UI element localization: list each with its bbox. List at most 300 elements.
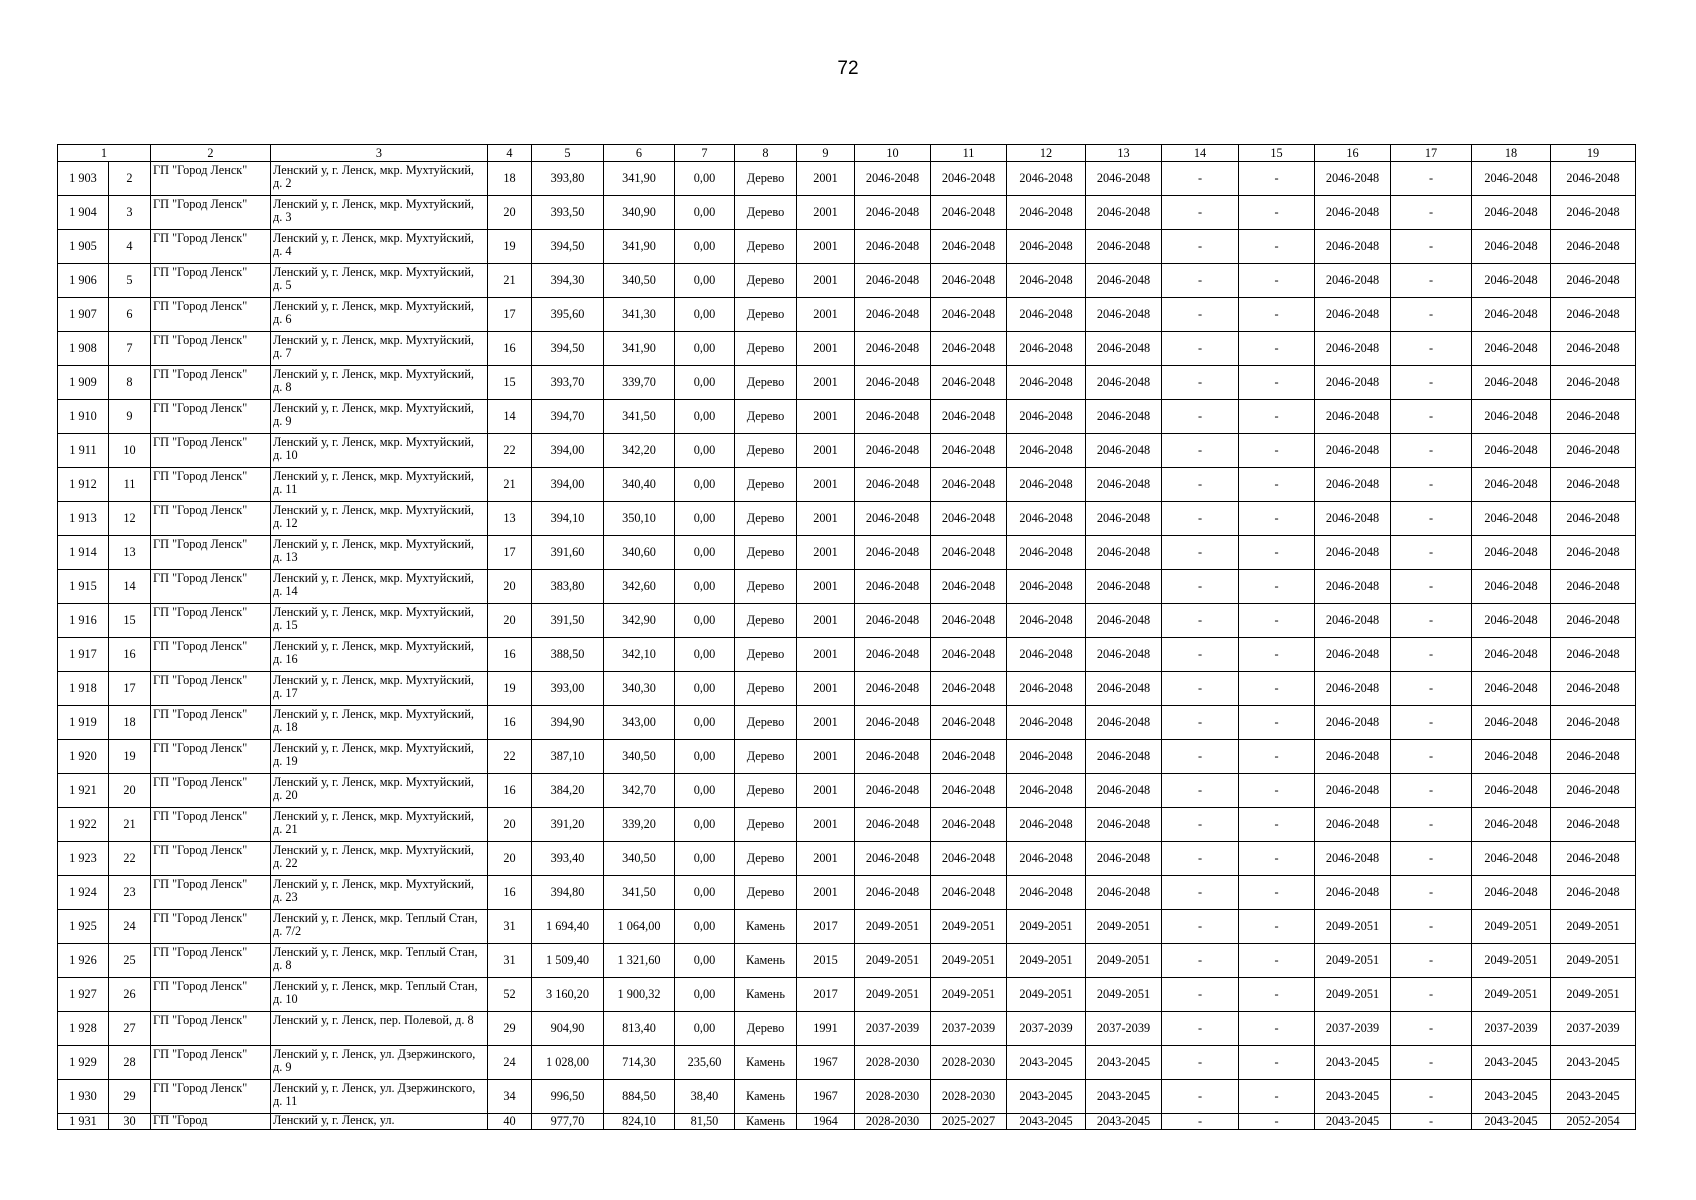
residents-count: 31 bbox=[488, 910, 532, 944]
construction-year: 2001 bbox=[797, 672, 855, 706]
owner-cell: ГП "Город Ленск" bbox=[151, 638, 271, 672]
wall-material: Дерево bbox=[735, 162, 797, 196]
column-header: 14 bbox=[1162, 145, 1239, 162]
record-number: 1 918 bbox=[58, 672, 109, 706]
period-cell: - bbox=[1162, 1012, 1239, 1046]
address-cell: Ленский у, г. Ленск, мкр. Теплый Стан, д. 10 bbox=[271, 978, 488, 1012]
column-header: 5 bbox=[532, 145, 604, 162]
period-cell: 2046-2048 bbox=[1315, 740, 1391, 774]
period-cell: 2046-2048 bbox=[1007, 842, 1086, 876]
living-area: 342,10 bbox=[604, 638, 675, 672]
period-cell: - bbox=[1162, 944, 1239, 978]
table-row bbox=[58, 332, 1636, 366]
owner-cell: ГП "Город Ленск" bbox=[151, 570, 271, 604]
residents-count: 16 bbox=[488, 876, 532, 910]
period-cell: 2037-2039 bbox=[1551, 1012, 1636, 1046]
owner-cell: ГП "Город Ленск" bbox=[151, 196, 271, 230]
period-cell: 2046-2048 bbox=[1315, 230, 1391, 264]
period-cell: - bbox=[1391, 298, 1472, 332]
period-cell: 2046-2048 bbox=[931, 638, 1007, 672]
period-cell: 2046-2048 bbox=[1315, 332, 1391, 366]
owner-cell: ГП "Город Ленск" bbox=[151, 910, 271, 944]
period-cell: 2049-2051 bbox=[1007, 978, 1086, 1012]
nonresidential-area: 0,00 bbox=[675, 944, 735, 978]
column-header: 10 bbox=[855, 145, 931, 162]
period-cell: 2043-2045 bbox=[1007, 1114, 1086, 1130]
period-cell: - bbox=[1239, 570, 1315, 604]
total-area: 393,80 bbox=[532, 162, 604, 196]
address-cell: Ленский у, г. Ленск, мкр. Мухтуйский, д. 13 bbox=[271, 536, 488, 570]
period-cell: 2046-2048 bbox=[855, 774, 931, 808]
total-area: 384,20 bbox=[532, 774, 604, 808]
period-cell: - bbox=[1162, 230, 1239, 264]
column-header: 6 bbox=[604, 145, 675, 162]
sequence-number: 23 bbox=[109, 876, 151, 910]
period-cell: 2046-2048 bbox=[855, 230, 931, 264]
living-area: 714,30 bbox=[604, 1046, 675, 1080]
residents-count: 31 bbox=[488, 944, 532, 978]
total-area: 387,10 bbox=[532, 740, 604, 774]
period-cell: 2046-2048 bbox=[931, 774, 1007, 808]
period-cell: 2046-2048 bbox=[931, 264, 1007, 298]
record-number: 1 906 bbox=[58, 264, 109, 298]
period-cell: 2046-2048 bbox=[855, 842, 931, 876]
living-area: 884,50 bbox=[604, 1080, 675, 1114]
record-number: 1 915 bbox=[58, 570, 109, 604]
construction-year: 2001 bbox=[797, 366, 855, 400]
column-header: 15 bbox=[1239, 145, 1315, 162]
period-cell: 2049-2051 bbox=[1007, 944, 1086, 978]
nonresidential-area: 81,50 bbox=[675, 1114, 735, 1130]
residents-count: 17 bbox=[488, 298, 532, 332]
wall-material: Дерево bbox=[735, 434, 797, 468]
period-cell: - bbox=[1162, 706, 1239, 740]
period-cell: - bbox=[1391, 502, 1472, 536]
wall-material: Камень bbox=[735, 978, 797, 1012]
period-cell: - bbox=[1239, 808, 1315, 842]
period-cell: 2046-2048 bbox=[1086, 570, 1162, 604]
period-cell: - bbox=[1239, 706, 1315, 740]
sequence-number: 12 bbox=[109, 502, 151, 536]
living-area: 1 321,60 bbox=[604, 944, 675, 978]
period-cell: 2046-2048 bbox=[1086, 332, 1162, 366]
nonresidential-area: 0,00 bbox=[675, 298, 735, 332]
construction-year: 2001 bbox=[797, 876, 855, 910]
period-cell: 2052-2054 bbox=[1551, 1114, 1636, 1130]
table-row bbox=[58, 876, 1636, 910]
owner-cell: ГП "Город Ленск" bbox=[151, 774, 271, 808]
record-number: 1 926 bbox=[58, 944, 109, 978]
record-number: 1 925 bbox=[58, 910, 109, 944]
construction-year: 2001 bbox=[797, 740, 855, 774]
record-number: 1 903 bbox=[58, 162, 109, 196]
nonresidential-area: 38,40 bbox=[675, 1080, 735, 1114]
period-cell: 2049-2051 bbox=[855, 910, 931, 944]
period-cell: 2037-2039 bbox=[1007, 1012, 1086, 1046]
construction-year: 2001 bbox=[797, 604, 855, 638]
period-cell: 2043-2045 bbox=[1472, 1114, 1551, 1130]
construction-year: 1991 bbox=[797, 1012, 855, 1046]
period-cell: - bbox=[1391, 264, 1472, 298]
period-cell: 2046-2048 bbox=[855, 332, 931, 366]
period-cell: 2046-2048 bbox=[931, 366, 1007, 400]
construction-year: 2001 bbox=[797, 298, 855, 332]
period-cell: 2046-2048 bbox=[931, 604, 1007, 638]
period-cell: 2046-2048 bbox=[931, 740, 1007, 774]
period-cell: - bbox=[1391, 842, 1472, 876]
period-cell: - bbox=[1239, 774, 1315, 808]
period-cell: 2046-2048 bbox=[1086, 434, 1162, 468]
period-cell: 2046-2048 bbox=[1007, 536, 1086, 570]
total-area: 388,50 bbox=[532, 638, 604, 672]
table-row bbox=[58, 366, 1636, 400]
total-area: 391,50 bbox=[532, 604, 604, 638]
period-cell: - bbox=[1391, 944, 1472, 978]
residents-count: 40 bbox=[488, 1114, 532, 1130]
period-cell: - bbox=[1391, 536, 1472, 570]
period-cell: 2043-2045 bbox=[1086, 1046, 1162, 1080]
living-area: 339,20 bbox=[604, 808, 675, 842]
period-cell: 2043-2045 bbox=[1472, 1046, 1551, 1080]
record-number: 1 908 bbox=[58, 332, 109, 366]
period-cell: 2046-2048 bbox=[931, 298, 1007, 332]
nonresidential-area: 0,00 bbox=[675, 910, 735, 944]
owner-cell: ГП "Город Ленск" bbox=[151, 876, 271, 910]
period-cell: 2046-2048 bbox=[1472, 706, 1551, 740]
period-cell: - bbox=[1391, 332, 1472, 366]
period-cell: - bbox=[1162, 978, 1239, 1012]
wall-material: Дерево bbox=[735, 740, 797, 774]
owner-cell: ГП "Город Ленск" bbox=[151, 808, 271, 842]
construction-year: 1964 bbox=[797, 1114, 855, 1130]
sequence-number: 26 bbox=[109, 978, 151, 1012]
owner-cell: ГП "Город Ленск" bbox=[151, 1012, 271, 1046]
period-cell: 2046-2048 bbox=[1007, 434, 1086, 468]
period-cell: 2046-2048 bbox=[1007, 332, 1086, 366]
total-area: 391,60 bbox=[532, 536, 604, 570]
sequence-number: 20 bbox=[109, 774, 151, 808]
period-cell: - bbox=[1391, 1012, 1472, 1046]
address-cell: Ленский у, г. Ленск, ул. bbox=[271, 1114, 488, 1130]
period-cell: 2049-2051 bbox=[1086, 944, 1162, 978]
period-cell: 2046-2048 bbox=[931, 400, 1007, 434]
total-area: 394,90 bbox=[532, 706, 604, 740]
period-cell: 2046-2048 bbox=[1472, 298, 1551, 332]
period-cell: 2046-2048 bbox=[855, 604, 931, 638]
column-number-row bbox=[58, 145, 1636, 162]
period-cell: - bbox=[1391, 468, 1472, 502]
period-cell: 2046-2048 bbox=[931, 468, 1007, 502]
column-header: 11 bbox=[931, 145, 1007, 162]
record-number: 1 920 bbox=[58, 740, 109, 774]
living-area: 342,90 bbox=[604, 604, 675, 638]
owner-cell: ГП "Город bbox=[151, 1114, 271, 1130]
period-cell: - bbox=[1162, 910, 1239, 944]
period-cell: 2046-2048 bbox=[1472, 502, 1551, 536]
record-number: 1 914 bbox=[58, 536, 109, 570]
nonresidential-area: 0,00 bbox=[675, 604, 735, 638]
period-cell: - bbox=[1391, 978, 1472, 1012]
wall-material: Дерево bbox=[735, 502, 797, 536]
address-cell: Ленский у, г. Ленск, пер. Полевой, д. 8 bbox=[271, 1012, 488, 1046]
period-cell: 2049-2051 bbox=[1315, 910, 1391, 944]
nonresidential-area: 0,00 bbox=[675, 230, 735, 264]
wall-material: Дерево bbox=[735, 196, 797, 230]
period-cell: 2046-2048 bbox=[1315, 774, 1391, 808]
period-cell: 2046-2048 bbox=[1315, 366, 1391, 400]
residents-count: 16 bbox=[488, 638, 532, 672]
nonresidential-area: 0,00 bbox=[675, 502, 735, 536]
period-cell: 2046-2048 bbox=[1551, 604, 1636, 638]
wall-material: Дерево bbox=[735, 536, 797, 570]
construction-year: 2001 bbox=[797, 808, 855, 842]
period-cell: - bbox=[1239, 876, 1315, 910]
nonresidential-area: 0,00 bbox=[675, 162, 735, 196]
period-cell: 2049-2051 bbox=[1551, 944, 1636, 978]
period-cell: 2046-2048 bbox=[1007, 740, 1086, 774]
table-row bbox=[58, 604, 1636, 638]
period-cell: - bbox=[1162, 808, 1239, 842]
housing-registry-table bbox=[57, 144, 1636, 1130]
period-cell: 2025-2027 bbox=[931, 1114, 1007, 1130]
owner-cell: ГП "Город Ленск" bbox=[151, 842, 271, 876]
column-header: 3 bbox=[271, 145, 488, 162]
living-area: 340,50 bbox=[604, 264, 675, 298]
record-number: 1 912 bbox=[58, 468, 109, 502]
address-cell: Ленский у, г. Ленск, мкр. Мухтуйский, д. 12 bbox=[271, 502, 488, 536]
column-header: 19 bbox=[1551, 145, 1636, 162]
period-cell: 2046-2048 bbox=[1086, 536, 1162, 570]
period-cell: 2046-2048 bbox=[931, 842, 1007, 876]
period-cell: 2046-2048 bbox=[855, 672, 931, 706]
nonresidential-area: 0,00 bbox=[675, 468, 735, 502]
period-cell: 2046-2048 bbox=[1007, 638, 1086, 672]
table-row bbox=[58, 570, 1636, 604]
sequence-number: 6 bbox=[109, 298, 151, 332]
period-cell: - bbox=[1391, 196, 1472, 230]
period-cell: - bbox=[1239, 468, 1315, 502]
column-header: 12 bbox=[1007, 145, 1086, 162]
column-header: 8 bbox=[735, 145, 797, 162]
record-number: 1 927 bbox=[58, 978, 109, 1012]
table-row bbox=[58, 1012, 1636, 1046]
period-cell: 2046-2048 bbox=[1551, 332, 1636, 366]
period-cell: 2046-2048 bbox=[855, 638, 931, 672]
address-cell: Ленский у, г. Ленск, мкр. Мухтуйский, д. 2 bbox=[271, 162, 488, 196]
period-cell: 2046-2048 bbox=[1472, 672, 1551, 706]
nonresidential-area: 0,00 bbox=[675, 1012, 735, 1046]
period-cell: 2043-2045 bbox=[1315, 1114, 1391, 1130]
column-header: 7 bbox=[675, 145, 735, 162]
nonresidential-area: 0,00 bbox=[675, 808, 735, 842]
period-cell: 2046-2048 bbox=[931, 536, 1007, 570]
period-cell: 2046-2048 bbox=[1315, 570, 1391, 604]
address-cell: Ленский у, г. Ленск, мкр. Мухтуйский, д. 5 bbox=[271, 264, 488, 298]
period-cell: 2046-2048 bbox=[1551, 230, 1636, 264]
period-cell: 2046-2048 bbox=[1315, 264, 1391, 298]
column-header: 4 bbox=[488, 145, 532, 162]
wall-material: Дерево bbox=[735, 604, 797, 638]
construction-year: 2017 bbox=[797, 978, 855, 1012]
record-number: 1 905 bbox=[58, 230, 109, 264]
period-cell: 2046-2048 bbox=[1551, 366, 1636, 400]
period-cell: - bbox=[1162, 774, 1239, 808]
record-number: 1 924 bbox=[58, 876, 109, 910]
period-cell: 2046-2048 bbox=[1472, 638, 1551, 672]
period-cell: 2046-2048 bbox=[1472, 570, 1551, 604]
address-cell: Ленский у, г. Ленск, мкр. Мухтуйский, д. 20 bbox=[271, 774, 488, 808]
period-cell: 2046-2048 bbox=[1007, 264, 1086, 298]
residents-count: 15 bbox=[488, 366, 532, 400]
period-cell: 2046-2048 bbox=[1551, 740, 1636, 774]
owner-cell: ГП "Город Ленск" bbox=[151, 298, 271, 332]
period-cell: 2046-2048 bbox=[1551, 638, 1636, 672]
residents-count: 20 bbox=[488, 604, 532, 638]
owner-cell: ГП "Город Ленск" bbox=[151, 230, 271, 264]
total-area: 393,40 bbox=[532, 842, 604, 876]
period-cell: - bbox=[1162, 400, 1239, 434]
table-row bbox=[58, 1114, 1636, 1130]
period-cell: 2046-2048 bbox=[1472, 332, 1551, 366]
period-cell: 2046-2048 bbox=[1007, 570, 1086, 604]
period-cell: - bbox=[1391, 400, 1472, 434]
address-cell: Ленский у, г. Ленск, мкр. Теплый Стан, д. 8 bbox=[271, 944, 488, 978]
nonresidential-area: 0,00 bbox=[675, 978, 735, 1012]
period-cell: 2046-2048 bbox=[855, 264, 931, 298]
period-cell: 2037-2039 bbox=[855, 1012, 931, 1046]
construction-year: 1967 bbox=[797, 1080, 855, 1114]
period-cell: 2046-2048 bbox=[1007, 230, 1086, 264]
residents-count: 20 bbox=[488, 196, 532, 230]
period-cell: 2046-2048 bbox=[855, 876, 931, 910]
nonresidential-area: 0,00 bbox=[675, 740, 735, 774]
period-cell: - bbox=[1391, 740, 1472, 774]
residents-count: 29 bbox=[488, 1012, 532, 1046]
construction-year: 2001 bbox=[797, 400, 855, 434]
period-cell: 2049-2051 bbox=[1472, 910, 1551, 944]
table-row bbox=[58, 910, 1636, 944]
period-cell: 2046-2048 bbox=[1086, 638, 1162, 672]
address-cell: Ленский у, г. Ленск, мкр. Мухтуйский, д. 22 bbox=[271, 842, 488, 876]
nonresidential-area: 0,00 bbox=[675, 876, 735, 910]
construction-year: 2001 bbox=[797, 774, 855, 808]
address-cell: Ленский у, г. Ленск, мкр. Мухтуйский, д. 19 bbox=[271, 740, 488, 774]
total-area: 391,20 bbox=[532, 808, 604, 842]
total-area: 394,10 bbox=[532, 502, 604, 536]
sequence-number: 15 bbox=[109, 604, 151, 638]
address-cell: Ленский у, г. Ленск, ул. Дзержинского, д. 9 bbox=[271, 1046, 488, 1080]
period-cell: 2046-2048 bbox=[1315, 434, 1391, 468]
total-area: 977,70 bbox=[532, 1114, 604, 1130]
wall-material: Дерево bbox=[735, 1012, 797, 1046]
owner-cell: ГП "Город Ленск" bbox=[151, 502, 271, 536]
living-area: 824,10 bbox=[604, 1114, 675, 1130]
owner-cell: ГП "Город Ленск" bbox=[151, 944, 271, 978]
owner-cell: ГП "Город Ленск" bbox=[151, 162, 271, 196]
period-cell: - bbox=[1239, 400, 1315, 434]
period-cell: - bbox=[1239, 1046, 1315, 1080]
living-area: 341,50 bbox=[604, 400, 675, 434]
period-cell: 2046-2048 bbox=[931, 230, 1007, 264]
nonresidential-area: 0,00 bbox=[675, 672, 735, 706]
period-cell: 2046-2048 bbox=[1315, 842, 1391, 876]
record-number: 1 916 bbox=[58, 604, 109, 638]
period-cell: 2046-2048 bbox=[1551, 706, 1636, 740]
wall-material: Дерево bbox=[735, 400, 797, 434]
total-area: 393,50 bbox=[532, 196, 604, 230]
period-cell: 2043-2045 bbox=[1472, 1080, 1551, 1114]
sequence-number: 5 bbox=[109, 264, 151, 298]
period-cell: - bbox=[1391, 638, 1472, 672]
period-cell: 2046-2048 bbox=[931, 502, 1007, 536]
period-cell: - bbox=[1239, 332, 1315, 366]
record-number: 1 907 bbox=[58, 298, 109, 332]
sequence-number: 27 bbox=[109, 1012, 151, 1046]
total-area: 383,80 bbox=[532, 570, 604, 604]
table-row bbox=[58, 978, 1636, 1012]
period-cell: - bbox=[1162, 536, 1239, 570]
record-number: 1 917 bbox=[58, 638, 109, 672]
period-cell: 2046-2048 bbox=[1315, 638, 1391, 672]
period-cell: 2046-2048 bbox=[931, 332, 1007, 366]
wall-material: Дерево bbox=[735, 230, 797, 264]
table-row bbox=[58, 400, 1636, 434]
sequence-number: 9 bbox=[109, 400, 151, 434]
sequence-number: 4 bbox=[109, 230, 151, 264]
period-cell: 2046-2048 bbox=[1007, 672, 1086, 706]
table-row bbox=[58, 638, 1636, 672]
period-cell: 2046-2048 bbox=[1007, 298, 1086, 332]
period-cell: 2046-2048 bbox=[855, 162, 931, 196]
residents-count: 14 bbox=[488, 400, 532, 434]
period-cell: - bbox=[1162, 604, 1239, 638]
address-cell: Ленский у, г. Ленск, мкр. Мухтуйский, д. 16 bbox=[271, 638, 488, 672]
wall-material: Камень bbox=[735, 1080, 797, 1114]
period-cell: 2046-2048 bbox=[1086, 604, 1162, 638]
period-cell: 2046-2048 bbox=[1315, 196, 1391, 230]
period-cell: 2046-2048 bbox=[931, 196, 1007, 230]
period-cell: 2046-2048 bbox=[1086, 808, 1162, 842]
period-cell: 2037-2039 bbox=[1472, 1012, 1551, 1046]
address-cell: Ленский у, г. Ленск, мкр. Мухтуйский, д. 3 bbox=[271, 196, 488, 230]
period-cell: 2046-2048 bbox=[855, 570, 931, 604]
living-area: 341,90 bbox=[604, 230, 675, 264]
address-cell: Ленский у, г. Ленск, мкр. Мухтуйский, д. 11 bbox=[271, 468, 488, 502]
living-area: 340,50 bbox=[604, 842, 675, 876]
residents-count: 20 bbox=[488, 808, 532, 842]
column-header: 17 bbox=[1391, 145, 1472, 162]
period-cell: - bbox=[1239, 502, 1315, 536]
period-cell: - bbox=[1391, 230, 1472, 264]
period-cell: - bbox=[1162, 434, 1239, 468]
period-cell: 2046-2048 bbox=[1551, 264, 1636, 298]
period-cell: 2049-2051 bbox=[931, 910, 1007, 944]
period-cell: 2043-2045 bbox=[1086, 1080, 1162, 1114]
owner-cell: ГП "Город Ленск" bbox=[151, 536, 271, 570]
period-cell: 2046-2048 bbox=[1007, 468, 1086, 502]
period-cell: 2046-2048 bbox=[1315, 298, 1391, 332]
address-cell: Ленский у, г. Ленск, мкр. Мухтуйский, д. 18 bbox=[271, 706, 488, 740]
period-cell: - bbox=[1239, 842, 1315, 876]
period-cell: - bbox=[1239, 162, 1315, 196]
period-cell: 2049-2051 bbox=[1315, 944, 1391, 978]
address-cell: Ленский у, г. Ленск, мкр. Теплый Стан, д. 7/2 bbox=[271, 910, 488, 944]
living-area: 342,60 bbox=[604, 570, 675, 604]
address-cell: Ленский у, г. Ленск, мкр. Мухтуйский, д. 23 bbox=[271, 876, 488, 910]
residents-count: 19 bbox=[488, 672, 532, 706]
period-cell: 2046-2048 bbox=[1472, 536, 1551, 570]
address-cell: Ленский у, г. Ленск, мкр. Мухтуйский, д. 17 bbox=[271, 672, 488, 706]
